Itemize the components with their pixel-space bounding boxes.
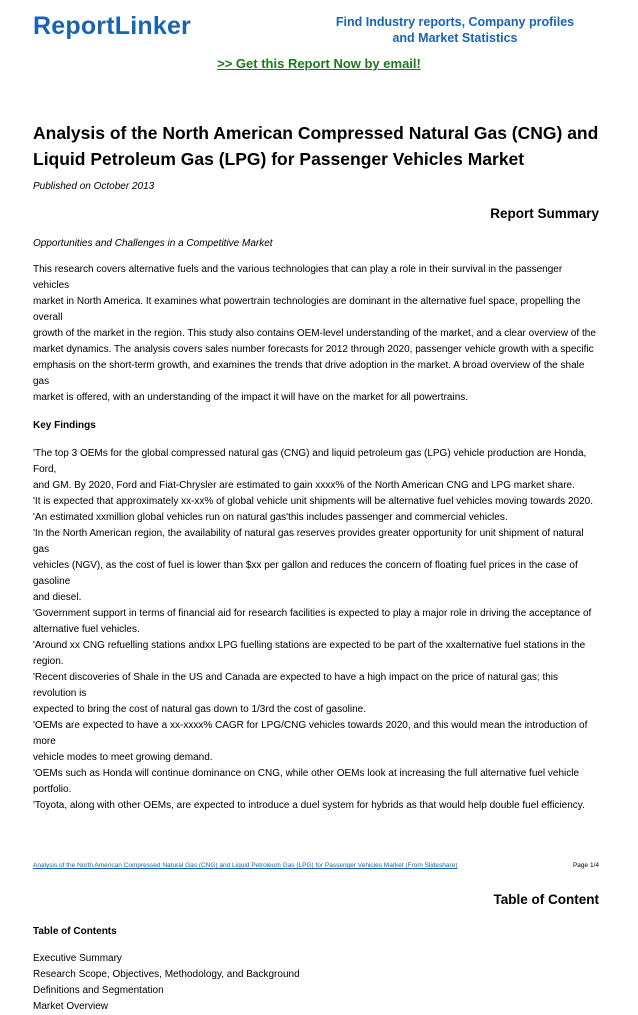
key-findings-list (33, 446, 599, 814)
key-findings-heading: Key Findings (33, 420, 96, 431)
tagline-line-2: and Market Statistics (392, 31, 518, 45)
get-report-link[interactable]: >> Get this Report Now by email! (217, 56, 421, 71)
paragraph-line: market is offered, with an understanding of the impact it will have on the market for all powertrains. (33, 392, 469, 403)
report-summary-heading: Report Summary (490, 206, 599, 221)
tagline (330, 14, 580, 46)
toc-list (33, 951, 599, 1015)
finding-line: 'Toyota, along with other OEMs, are expected to introduce a duel system for hybrids as that would help double fuel efficiency. (33, 800, 585, 811)
toc-item: Research Scope, Objectives, Methodology, and Background (33, 969, 300, 980)
toc-item: Definitions and Segmentation (33, 985, 164, 996)
finding-line: 'Government support in terms of financial aid for research facilities is expected to play a major role in driving the acceptance of (33, 608, 592, 619)
paragraph-line: This research covers alternative fuels and the various technologies that can play a role in their survival in the passenger vehicles (33, 264, 563, 291)
finding-line: alternative fuel vehicles. (33, 624, 140, 635)
paragraph-line: market in North America. It examines what powertrain technologies are dominant in the alternative fuel space, propelling the overall (33, 296, 581, 323)
finding-line: 'In the North American region, the availability of natural gas reserves provides greater opportunity for unit shipment of natural gas (33, 528, 584, 555)
reportlinker-logo[interactable]: ReportLinker (33, 12, 191, 40)
table-of-content-heading: Table of Content (493, 892, 599, 907)
footer-source-link[interactable]: Analysis of the North American Compressed Natural Gas (CNG) and Liquid Petroleum Gas (LPG) for Passenger Vehicles Market (From Slideshare) (33, 862, 458, 869)
finding-line: 'Around xx CNG refuelling stations andxx LPG fuelling stations are expected to be part of the xxalternative fuel stations in the region. (33, 640, 586, 667)
page-number: Page 1/4 (572, 862, 599, 869)
page-footer (33, 862, 599, 874)
tagline-line-1: Find Industry reports, Company profiles (335, 15, 575, 29)
toc-item: Market Overview (33, 1001, 109, 1012)
finding-line: 'An estimated xxmillion global vehicles run on natural gas'this includes passenger and commercial vehicles. (33, 512, 508, 523)
report-content (33, 120, 599, 1015)
finding-line: and diesel. (33, 592, 82, 603)
toc-subheading: Table of Contents (33, 926, 117, 937)
paragraph-line: market dynamics. The analysis covers sales number forecasts for 2012 through 2020, passenger vehicle growth with a specific (33, 344, 594, 355)
report-title-line-2: Liquid Petroleum Gas (LPG) for Passenger Vehicles Market (33, 149, 525, 169)
published-date: Published on October 2013 (33, 181, 155, 192)
paragraph-line: emphasis on the short-term growth, and examines the trends that drive adoption in the market. A broad overview of the shale gas (33, 360, 585, 387)
finding-line: vehicle modes to meet growing demand. (33, 752, 213, 763)
finding-line: 'Recent discoveries of Shale in the US and Canada are expected to have a high impact on the price of natural gas; this revolution is (33, 672, 559, 699)
report-title (33, 120, 599, 172)
finding-line: 'It is expected that approximately xx-xx% of global vehicle unit shipments will be alternative fuel vehicles moving towards 2020. (33, 496, 593, 507)
finding-line: and GM. By 2020, Ford and Fiat-Chrysler are estimated to gain xxxx% of the North American CNG and LPG market share. (33, 480, 575, 491)
page-header (0, 0, 638, 80)
finding-line: 'The top 3 OEMs for the global compressed natural gas (CNG) and liquid petroleum gas (LPG) vehicle production are Honda, Ford, (33, 448, 587, 475)
paragraph-line: growth of the market in the region. This study also contains OEM-level understanding of the market, and a clear overview of the (33, 328, 596, 339)
finding-line: expected to bring the cost of natural gas down to 1/3rd the cost of gasoline. (33, 704, 366, 715)
summary-paragraph (33, 262, 599, 406)
finding-line: 'OEMs such as Honda will continue dominance on CNG, while other OEMs look at increasing the full alternative fuel vehicle portfolio. (33, 768, 580, 795)
finding-line: 'OEMs are expected to have a xx-xxxx% CAGR for LPG/CNG vehicles towards 2020, and this would mean the introduction of more (33, 720, 588, 747)
toc-item: Executive Summary (33, 953, 122, 964)
report-title-line-1: Analysis of the North American Compressed Natural Gas (CNG) and (33, 123, 599, 143)
finding-line: vehicles (NGV), as the cost of fuel is lower than $xx per gallon and reduces the concern of floating fuel prices in the case of gasoline (33, 560, 578, 587)
summary-subheading: Opportunities and Challenges in a Competitive Market (33, 238, 273, 249)
